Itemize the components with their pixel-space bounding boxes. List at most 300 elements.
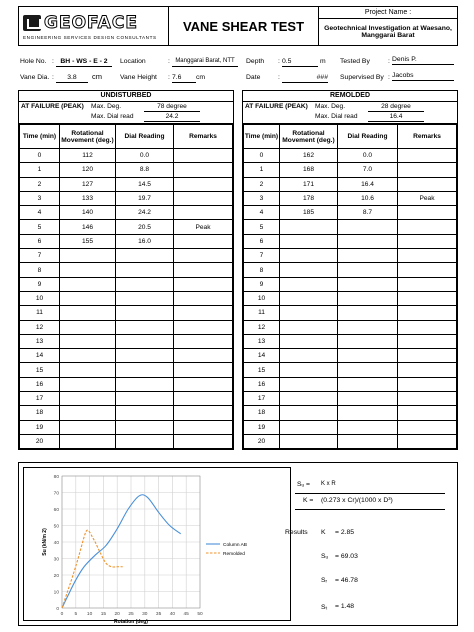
table-cell: Peak [398,191,457,205]
table-cell [116,377,174,391]
table-cell [398,177,457,191]
table-cell [174,363,233,377]
table-row [244,406,457,420]
remolded-header-0: Time (min) [244,125,280,149]
undisturbed-header-1: Rotational Movement (deg.) [60,125,116,149]
vane-shear-sheet: GEOFACE ENGINEERING SERVICES DESIGN CONSULTANTS VANE SHEAR TEST Project Name : Geotechnical Investigation at Waesano, Manggarai Barat Hole No. : BH - WS - E - 2 Location : Manggarai Barat, NTT Depth : 0.5 m Tested By : Denis P. Vane Dia. : 3.8 cm Vane Height : 7.6 cm Date : ### Supervised By : Jacobs UNDISTURBED AT FAILURE (PEAK) Max. Deg. Max. Dial read 78 degree 24.2 Time (min) Rotational Movement (deg.) Dial Reading Remarks 0 112 0.0 1 120 8.8 2 127 14.5 3 133 19.7 4 140 24.2 5 146 20.5 Peak 6 155 16.0 7 8 9 10 11 12 13 14 15 16 17 18 19 20 REMOLDED AT FAILURE (PEAK) Max. Deg. Max. Dial read 28 degree 16.4 Time (min) Rotational Movement (deg.) Dial Reading Remarks 0 162 0.0 1 168 7.0 2 171 16.4 3 178 10.6 Peak 4 185 8.7 5 6 7 8 9 10 11 12 13 14 15 16 17 18 19 20 0 10 20 30 40 50 60 70 80 0 5 10 15 20 25 30 35 40 45 50 Rotation (deg) Su (kN/m 2) Column AB Remolded Sᵤ = K x R K = (0.273 x Cr)/(1000 x D³) Results K = 2.85 Sᵤ = 69.03 Sᵣ = 46.78 Sₜ = 1.48 [18,6,458,626]
table-row [20,406,233,420]
supervised-by-label: Supervised By [340,74,384,81]
table-cell [60,420,116,434]
table-cell [116,263,174,277]
x-tick-label: 10 [86,612,93,617]
table-cell [116,320,174,334]
x-tick-label: 45 [183,612,189,617]
table-cell: 19 [244,420,280,434]
table-cell [60,334,116,348]
location-value: Manggarai Barat, NTT [172,58,238,67]
table-cell [398,392,457,406]
undisturbed-title: UNDISTURBED [19,91,233,102]
table-cell: 1 [20,163,60,177]
table-cell [174,163,233,177]
table-cell: 17 [244,392,280,406]
table-cell [338,349,398,363]
table-cell: 16 [20,377,60,391]
table-cell: 171 [280,177,338,191]
table-cell [60,377,116,391]
table-cell: 178 [280,191,338,205]
su-result-label: Sᵤ [321,553,329,560]
su-rotation-chart [23,467,291,625]
table-cell [60,291,116,305]
series-line-0 [62,495,181,608]
table-row [244,349,457,363]
table-cell [280,406,338,420]
table-cell: 10 [244,291,280,305]
table-cell: 9 [20,277,60,291]
table-row [244,420,457,434]
table-cell: 12 [20,320,60,334]
table-cell [60,263,116,277]
x-tick-label: 20 [114,612,120,617]
table-cell [338,277,398,291]
table-cell: 8.7 [338,206,398,220]
y-tick-label: 20 [53,574,59,579]
table-cell: 14.5 [116,177,174,191]
table-cell [280,392,338,406]
table-cell [174,320,233,334]
table-cell [398,220,457,234]
remolded-max-deg-value: 28 degree [368,103,424,112]
table-cell: 11 [20,306,60,320]
table-cell [398,363,457,377]
k-result-label: K [321,529,326,536]
table-cell [280,320,338,334]
remolded-title: REMOLDED [243,91,457,102]
results-section [18,462,458,626]
hole-value: BH - WS - E - 2 [56,58,112,67]
table-cell: 146 [60,220,116,234]
table-cell [398,206,457,220]
table-cell: 19.7 [116,191,174,205]
table-cell: 16 [244,377,280,391]
table-cell: 10.6 [338,191,398,205]
hole-label: Hole No. [20,58,47,65]
table-row [20,249,233,263]
table-row [20,163,233,177]
date-label: Date [246,74,261,81]
table-cell [338,334,398,348]
table-cell [174,392,233,406]
table-row [20,263,233,277]
table-row [244,320,457,334]
table-cell [280,277,338,291]
remolded-header-2: Dial Reading [338,125,398,149]
undisturbed-header-0: Time (min) [20,125,60,149]
table-cell: 24.2 [116,206,174,220]
x-tick-label: 50 [197,612,203,617]
st-result-value: = 1.48 [335,603,355,610]
table-cell [398,149,457,163]
remolded-max-dial-label: Max. Dial read [315,113,358,120]
undisturbed-header-2: Dial Reading [116,125,174,149]
tested-by-value: Denis P. [392,56,454,65]
table-row [20,149,233,163]
table-cell: 2 [20,177,60,191]
table-cell [280,363,338,377]
table-row [244,377,457,391]
table-cell: 127 [60,177,116,191]
table-row [244,277,457,291]
table-cell: 3 [20,191,60,205]
vane-height-label: Vane Height [120,74,157,81]
logo-subtitle: ENGINEERING SERVICES DESIGN CONSULTANTS [23,34,157,40]
table-cell [280,263,338,277]
table-cell: 0 [20,149,60,163]
table-row [20,434,233,448]
table-cell [174,249,233,263]
chart-svg [24,468,290,625]
table-cell [338,220,398,234]
legend-label-1: Remolded [223,552,245,557]
table-cell [116,249,174,263]
table-cell [174,406,233,420]
k-label: K = [303,497,314,504]
table-cell [398,249,457,263]
x-tick-label: 0 [60,612,64,617]
location-label: Location [120,58,146,65]
table-cell [116,334,174,348]
vane-dia-unit: cm [92,72,102,81]
table-cell: 6 [244,234,280,248]
table-cell [398,434,457,448]
table-row [20,377,233,391]
table-row [244,163,457,177]
table-cell [338,434,398,448]
supervised-by-value: Jacobs [392,72,454,81]
table-cell: 15 [244,363,280,377]
y-axis-label: Su (kN/m 2) [42,528,48,556]
table-cell [398,277,457,291]
table-cell [116,277,174,291]
table-cell: 8 [244,263,280,277]
table-cell [338,234,398,248]
undisturbed-failure-label: AT FAILURE (PEAK) [21,103,84,110]
table-cell: 8.8 [116,163,174,177]
table-cell: 12 [244,320,280,334]
table-cell [174,149,233,163]
vane-height-unit: cm [196,74,206,81]
table-cell: 11 [244,306,280,320]
table-row [244,249,457,263]
x-tick-label: 15 [100,612,107,617]
vane-height-value: 7.6 [172,74,196,83]
sr-result-label: Sᵣ [321,577,328,584]
project-block [319,7,457,45]
table-cell [174,306,233,320]
table-cell: 112 [60,149,116,163]
table-row [244,234,457,248]
sheet-header [18,6,458,46]
project-value: Geotechnical Investigation at Waesano, Manggarai Barat [324,25,452,39]
logo-text: GEOFACE [44,12,138,33]
table-cell [174,277,233,291]
table-row [244,177,457,191]
table-row [20,277,233,291]
y-tick-label: 30 [53,557,59,563]
table-cell: 4 [244,206,280,220]
table-row [244,206,457,220]
table-row [244,291,457,305]
remolded-max-dial-value: 16.4 [368,113,424,122]
remolded-header-3: Remarks [398,125,457,149]
table-row [20,420,233,434]
x-tick-label: 5 [74,612,78,617]
table-cell [280,377,338,391]
undisturbed-max-deg-label: Max. Deg. [91,103,122,110]
depth-label: Depth [246,58,265,65]
table-cell [174,263,233,277]
table-cell [116,306,174,320]
table-cell [338,306,398,320]
table-cell: 9 [244,277,280,291]
table-cell [60,406,116,420]
table-cell [60,349,116,363]
table-cell [338,392,398,406]
table-cell: 14 [244,349,280,363]
table-cell: 3 [244,191,280,205]
table-cell [116,291,174,305]
table-row [244,220,457,234]
table-row [244,334,457,348]
table-cell: 19 [20,420,60,434]
table-cell: 16.4 [338,177,398,191]
table-cell [174,349,233,363]
table-cell: 15 [20,363,60,377]
table-cell: 0 [244,149,280,163]
x-tick-label: 30 [142,612,148,617]
table-cell [60,306,116,320]
table-cell: 20 [244,434,280,448]
table-row [20,334,233,348]
table-cell: 0.0 [116,149,174,163]
table-row [20,306,233,320]
sr-result-value: = 46.78 [335,577,358,584]
table-cell [60,363,116,377]
table-cell [338,249,398,263]
table-cell [60,434,116,448]
table-cell: 5 [20,220,60,234]
table-cell: 17 [20,392,60,406]
y-tick-label: 60 [53,508,59,513]
table-cell [338,363,398,377]
table-cell [116,406,174,420]
table-row [20,234,233,248]
table-cell [174,334,233,348]
remolded-max-deg-label: Max. Deg. [315,103,346,110]
table-cell [398,306,457,320]
table-cell: 8 [20,263,60,277]
table-cell: 162 [280,149,338,163]
table-cell: 155 [60,234,116,248]
table-cell: 16.0 [116,234,174,248]
table-cell [338,420,398,434]
table-cell: 20 [20,434,60,448]
remolded-failure [243,102,457,124]
results-panel [285,471,453,621]
table-cell [174,206,233,220]
y-tick-label: 80 [53,475,59,480]
table-cell [60,249,116,263]
table-cell [174,291,233,305]
table-row [20,177,233,191]
x-tick-label: 25 [128,612,134,617]
table-cell [174,420,233,434]
y-tick-label: 40 [53,541,59,546]
table-cell [174,191,233,205]
date-value: ### [282,74,328,83]
table-cell [398,234,457,248]
table-cell [280,434,338,448]
y-tick-label: 70 [53,491,59,497]
table-row [244,306,457,320]
undisturbed-header-3: Remarks [174,125,233,149]
table-row [244,363,457,377]
table-cell: 18 [244,406,280,420]
x-tick-label: 40 [169,612,176,617]
table-cell [116,349,174,363]
table-cell [174,434,233,448]
vane-dia-label: Vane Dia. [20,74,50,81]
table-cell: 18 [20,406,60,420]
sheet-title: VANE SHEAR TEST [169,7,319,45]
table-cell [280,234,338,248]
table-cell: 120 [60,163,116,177]
table-cell: 1 [244,163,280,177]
table-cell [116,420,174,434]
table-cell [338,377,398,391]
table-cell: 13 [20,334,60,348]
table-cell [116,392,174,406]
table-cell: Peak [174,220,233,234]
su-formula: K x R [321,481,336,487]
table-cell [174,377,233,391]
table-cell: 185 [280,206,338,220]
table-cell [60,277,116,291]
y-tick-label: 10 [53,590,59,596]
table-cell [398,334,457,348]
undisturbed-max-deg-value: 78 degree [144,103,200,112]
table-cell [338,291,398,305]
table-cell [280,334,338,348]
table-row [244,434,457,448]
table-row [20,220,233,234]
table-cell: 6 [20,234,60,248]
table-cell [398,406,457,420]
table-cell: 2 [244,177,280,191]
table-row [244,392,457,406]
x-tick-label: 35 [155,612,162,617]
table-cell [60,392,116,406]
logo-mark-icon [23,15,41,31]
table-cell: 14 [20,349,60,363]
st-result-label: Sₜ [321,604,328,611]
undisturbed-table [18,90,234,450]
table-cell [116,363,174,377]
table-cell [398,377,457,391]
undisturbed-max-dial-label: Max. Dial read [91,113,134,120]
table-cell [398,263,457,277]
table-cell: 140 [60,206,116,220]
table-row [20,363,233,377]
table-cell [116,434,174,448]
remolded-header-1: Rotational Movement (deg.) [280,125,338,149]
su-label: Sᵤ = [297,481,310,488]
su-result-value: = 69.03 [335,553,358,560]
table-cell [174,177,233,191]
undisturbed-max-dial-value: 24.2 [144,113,200,122]
project-label: Project Name : [319,7,457,19]
table-cell [280,420,338,434]
table-cell [398,420,457,434]
table-cell [338,406,398,420]
table-cell: 4 [20,206,60,220]
k-result-value: = 2.85 [335,529,355,536]
table-cell [280,291,338,305]
company-logo [19,7,169,45]
results-label: Results [285,529,308,536]
table-row [244,149,457,163]
table-cell [398,349,457,363]
table-cell: 7.0 [338,163,398,177]
table-cell: 133 [60,191,116,205]
depth-unit: m [320,58,326,65]
table-cell: 7 [244,249,280,263]
remolded-table [242,90,458,450]
table-row [20,349,233,363]
table-row [20,392,233,406]
table-row [20,320,233,334]
table-row [20,191,233,205]
remolded-failure-label: AT FAILURE (PEAK) [245,103,308,110]
y-tick-label: 0 [56,607,59,612]
depth-value: 0.5 [282,58,318,67]
table-row [20,206,233,220]
table-cell [174,234,233,248]
table-cell [338,320,398,334]
x-axis-label: Rotation (deg) [114,619,148,625]
table-cell [280,349,338,363]
table-cell [60,320,116,334]
table-row [20,291,233,305]
table-cell [398,291,457,305]
vane-dia-value: 3.8 [56,74,88,83]
table-cell: 7 [20,249,60,263]
table-row [244,263,457,277]
table-row [244,191,457,205]
table-cell [280,306,338,320]
table-cell [398,163,457,177]
table-cell [338,263,398,277]
table-cell [280,220,338,234]
table-cell: 0.0 [338,149,398,163]
table-cell [280,249,338,263]
y-tick-label: 50 [53,524,59,530]
legend-label-0: Column AB [223,543,247,548]
tested-by-label: Tested By [340,58,370,65]
table-cell [398,320,457,334]
k-formula: (0.273 x Cr)/(1000 x D³) [321,497,393,504]
table-cell: 13 [244,334,280,348]
